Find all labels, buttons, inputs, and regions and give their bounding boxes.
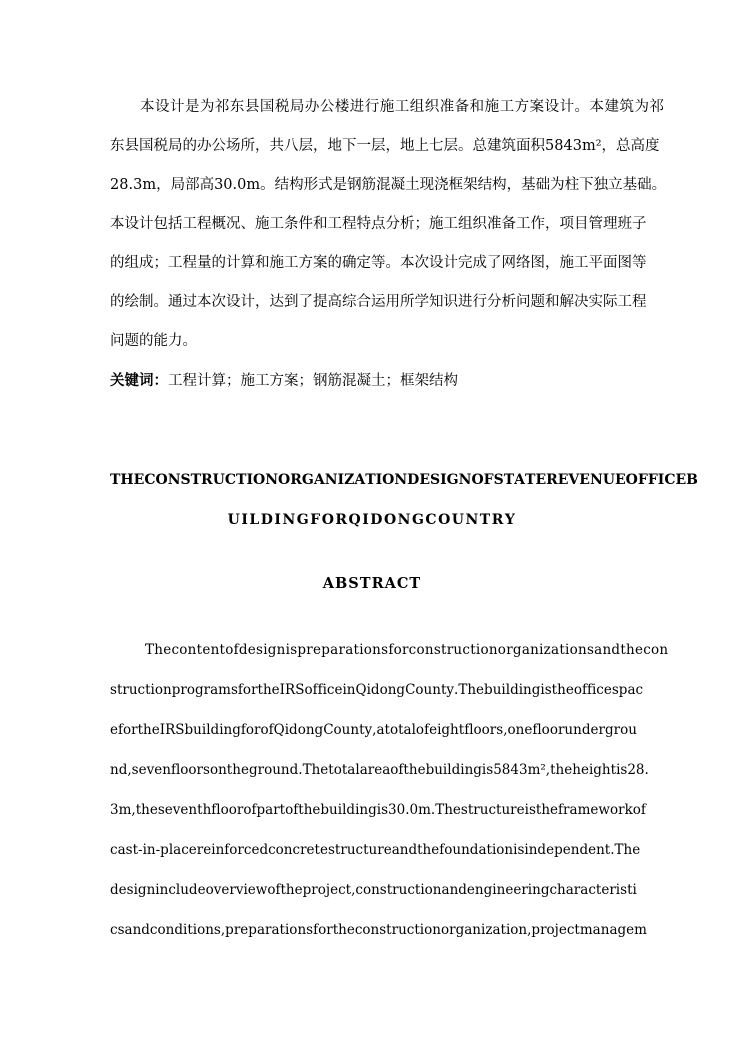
- text-line: 2 8 . 3 m ， 局 部 高 3 0 . 0 m 。 结 构 形 式 是 钢 筋 混 凝 土 现 浇 框 架 结 构 ， 基 础 为 柱 下 独 立 基 础 。: [110, 177, 667, 193]
- chinese-abstract-paragraph: [110, 88, 667, 361]
- text-line: d e s i g n i n c l u d e o v e r v i e w o f t h e p r o j e c t , c o n s t r u c t i o n a n d e n g i n e e r i n g c h a r a c t e r i s t i: [110, 882, 637, 898]
- text-line: 东 县 国 税 局 的 办 公 场 所 ， 共 八 层 ， 地 下 一 层 ， 地 上 七 层 。 总 建 筑 面 积 5 8 4 3 m ² ， 总 高 度: [110, 138, 660, 154]
- text-line: 3 m , t h e s e v e n t h f l o o r o f p a r t o f t h e b u i l d i n g i s 3 0 . 0 m . T h e s t r u c t u r e i s t h e f r a m e w o r k o f: [110, 802, 646, 818]
- text-line: U I L D I N G F O R Q I D O N G C O U N T R Y: [227, 512, 517, 528]
- text-line: n d , s e v e n f l o o r s o n t h e g r o u n d . T h e t o t a l a r e a o f t h e b u i l d i n g i s 5 8 4 3 m ² , t h e h e i g h t i s 2 8 .: [110, 762, 649, 778]
- text-line: 的 组 成 ； 工 程 量 的 计 算 和 施 工 方 案 的 确 定 等 。 本 次 设 计 完 成 了 网 络 图 ， 施 工 平 面 图 等: [110, 255, 647, 271]
- text-line: 本 设 计 包 括 工 程 概 况 、 施 工 条 件 和 工 程 特 点 分 析 ； 施 工 组 织 准 备 工 作 ， 项 目 管 理 班 子: [110, 216, 647, 232]
- english-abstract-paragraph: [110, 630, 669, 950]
- keywords-line: [110, 361, 634, 400]
- keywords-label: 关键词：: [110, 372, 168, 389]
- text-line: c s a n d c o n d i t i o n s , p r e p a r a t i o n s f o r t h e c o n s t r u c t i o n o r g a n i z a t i o n , p r o j e c t m a n a g e m: [110, 922, 647, 938]
- abstract-heading: ABSTRACT: [322, 575, 422, 592]
- text-line: 的 绘 制 。 通 过 本 次 设 计 ， 达 到 了 提 高 综 合 运 用 所 学 知 识 进 行 分 析 问 题 和 解 决 实 际 工 程: [110, 294, 647, 310]
- text-line: s t r u c t i o n p r o g r a m s f o r t h e I R S o f f i c e i n Q i d o n g C o u n t y . T h e b u i l d i n g i s t h e o f f i c e s p a c: [110, 682, 644, 698]
- text-line: c a s t - i n - p l a c e r e i n f o r c e d c o n c r e t e s t r u c t u r e a n d t h e f o u n d a t i o n i s i n d e p e n d e n t . T h e: [110, 842, 641, 858]
- text-line: T H E C O N S T R U C T I O N O R G A N I Z A T I O N D E S I G N O F S T A T E R E V E N U E O F F I C E B: [110, 472, 698, 488]
- english-title: [110, 460, 698, 540]
- text-line: 问 题 的 能 力 。: [110, 333, 197, 349]
- text-line: 本 设 计 是 为 祁 东 县 国 税 局 办 公 楼 进 行 施 工 组 织 准 备 和 施 工 方 案 设 计 。 本 建 筑 为 祁: [140, 99, 664, 115]
- text-line: e f o r t h e I R S b u i l d i n g f o r o f Q i d o n g C o u n t y , a t o t a l o f e i g h t f l o o r s , o n e f l o o r u n d e r g r o u: [110, 722, 637, 738]
- text-line: T h e c o n t e n t o f d e s i g n i s p r e p a r a t i o n s f o r c o n s t r u c t i o n o r g a n i z a t i o n s a n d t h e c o n: [145, 642, 669, 658]
- keywords-text: 工程计算；施工方案；钢筋混凝土；框架结构: [168, 373, 458, 389]
